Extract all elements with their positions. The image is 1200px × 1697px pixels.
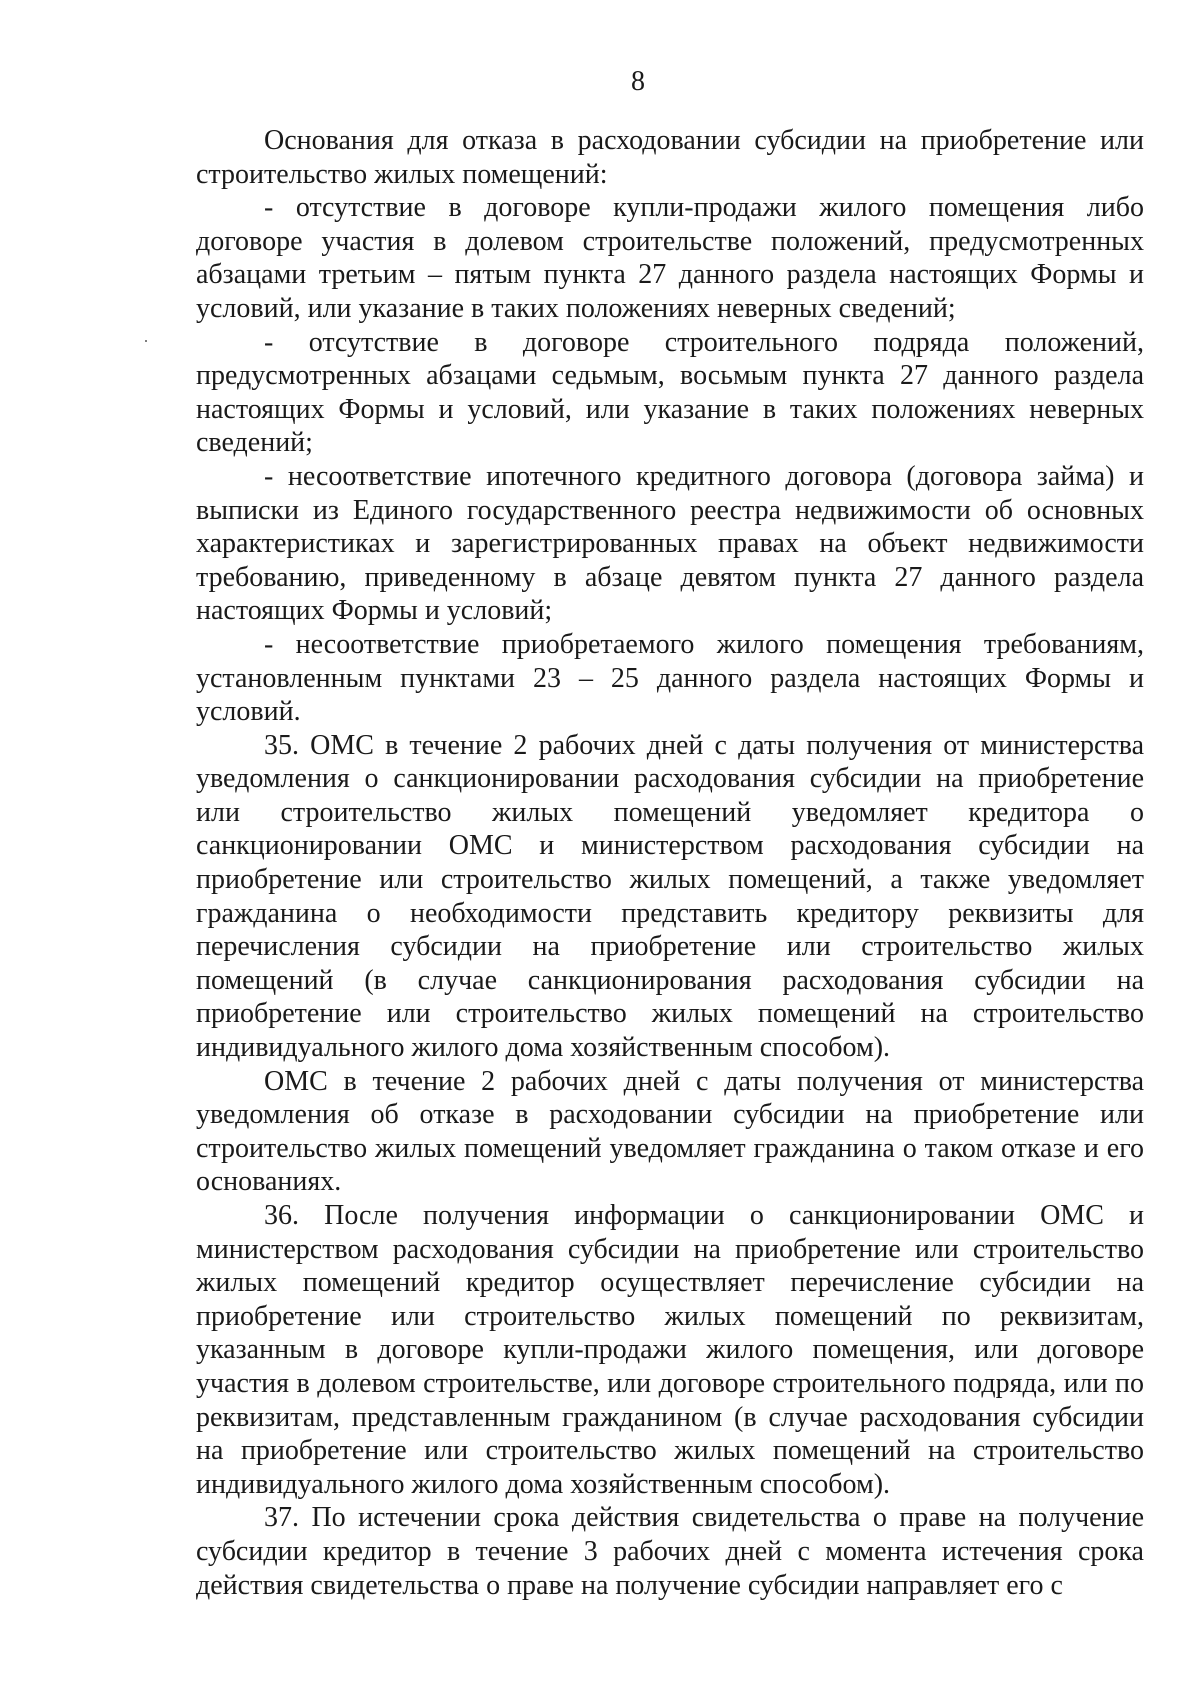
paragraph-clause-36: 36. После получения информации о санкционировании ОМС и министерством расходования субсидии на приобретение или строительство жилых помещений кредитор осуществляет перечисление субсидии на приобретение или строительство жилых помещений по реквизитам, указанным в договоре купли-продажи жилого помещения, или договоре участия в долевом строительстве, или договоре строительного подряда, или по реквизитам, представленным гражданином (в случае расходования субсидии на приобретение или строительство жилых помещений на строительство индивидуального жилого дома хозяйственным способом). [196,1200,1144,1500]
document-body [196,124,1144,1602]
paragraph-refusal-ground-requirements: - несоответствие приобретаемого жилого помещения требованиям, установленным пунктами 23 – 25 данного раздела настоящих Формы и условий. [196,628,1144,728]
scan-speck [145,340,147,342]
paragraph-refusal-grounds-intro: Основания для отказа в расходовании субсидии на приобретение или строительство жилых помещений: [196,125,1144,190]
paragraph-clause-35-refusal: ОМС в течение 2 рабочих дней с даты получения от министерства уведомления об отказе в расходовании субсидии на приобретение или строительство жилых помещений уведомляет гражданина о таком отказе и его основаниях. [196,1065,1144,1198]
page-number: 8 [631,66,645,97]
paragraph-refusal-ground-mortgage: - несоответствие ипотечного кредитного договора (договора займа) и выписки из Единого государственного реестра недвижимости об основных характеристиках и зарегистрированных правах на объект недвижимости требованию, приведенному в абзаце девятом пункта 27 данного раздела настоящих Формы и условий; [196,460,1144,627]
paragraph-clause-35: 35. ОМС в течение 2 рабочих дней с даты получения от министерства уведомления о санкционировании расходования субсидии на приобретение или строительство жилых помещений уведомляет кредитора о санкционировании ОМС и министерством расходования субсидии на приобретение или строительство жилых помещений, а также уведомляет гражданина о необходимости представить кредитору реквизиты для перечисления субсидии на приобретение или строительство жилых помещений (в случае санкционирования расходования субсидии на приобретение или строительство жилых помещений на строительство индивидуального жилого дома хозяйственным способом). [196,729,1144,1064]
paragraph-refusal-ground-construction-contract: - отсутствие в договоре строительного подряда положений, предусмотренных абзацами седьмым, восьмым пункта 27 данного раздела настоящих Формы и условий, или указание в таких положениях неверных сведений; [196,326,1144,459]
paragraph-clause-37: 37. По истечении срока действия свидетельства о праве на получение субсидии кредитор в течение 3 рабочих дней с момента истечения срока действия свидетельства о праве на получение субсидии направляет его с [196,1502,1144,1601]
paragraph-refusal-ground-sale-contract: - отсутствие в договоре купли-продажи жилого помещения либо договоре участия в долевом строительстве положений, предусмотренных абзацами третьим – пятым пункта 27 данного раздела настоящих Формы и условий, или указание в таких положениях неверных сведений; [196,192,1144,324]
